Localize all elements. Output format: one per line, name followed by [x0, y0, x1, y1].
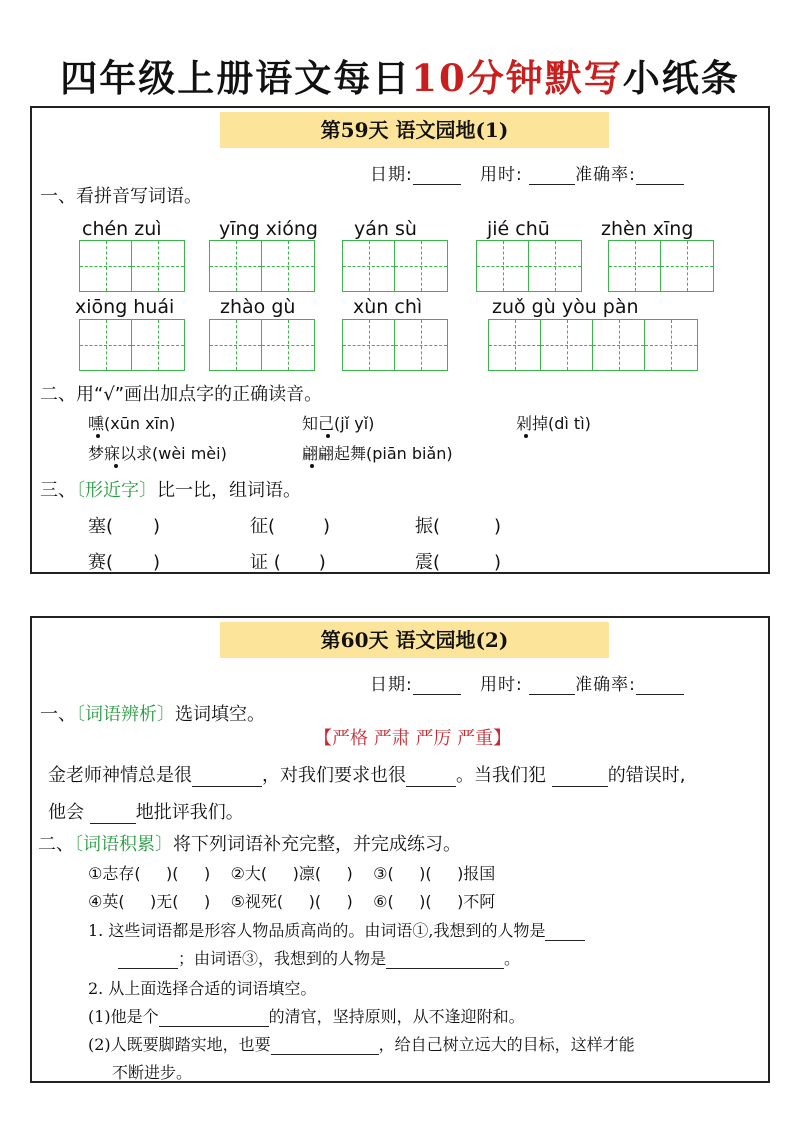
- title-part3: 小纸条: [622, 56, 740, 100]
- card-day59: [30, 106, 770, 574]
- question-2: 二、用“√”画出加点字的正确读音。: [40, 384, 323, 405]
- pinyin-label: xiōng huái: [75, 296, 175, 318]
- blank-field[interactable]: [159, 1008, 269, 1027]
- exercise-2-2-cont: 不断进步。: [112, 1063, 193, 1082]
- char-item[interactable]: 振( ): [415, 516, 502, 537]
- fill-sentence-line2: 他会 地批评我们。: [48, 802, 244, 823]
- accuracy-field[interactable]: [636, 166, 684, 185]
- exercise-1-line1: 1. 这些词语都是形容人物品质高尚的。由词语①,我想到的人物是: [88, 918, 585, 941]
- exercise-2: 2. 从上面选择合适的词语填空。: [88, 979, 317, 998]
- reading-item[interactable]: 剁掉(dì tì): [516, 414, 591, 433]
- reading-item[interactable]: 梦寐以求(wèi mèi): [88, 444, 227, 463]
- date-field[interactable]: [413, 676, 461, 695]
- char-item[interactable]: 震( ): [415, 552, 502, 573]
- day-banner: 第60天 语文园地(2): [220, 622, 609, 658]
- pinyin-label: zhào gù: [220, 296, 296, 318]
- pinyin-label: chén zuì: [82, 218, 162, 240]
- exercise-2-1: (1)他是个 的清官，坚持原则，从不逢迎附和。: [88, 1007, 525, 1026]
- writing-grid[interactable]: [608, 240, 714, 292]
- blank-field[interactable]: [552, 768, 608, 787]
- char-item[interactable]: 塞( ): [88, 516, 161, 537]
- question-2: 二、〔词语积累〕将下列词语补充完整，并完成练习。: [38, 834, 461, 855]
- pinyin-label: jié chū: [487, 218, 550, 240]
- pinyin-label: zhèn xīng: [601, 218, 694, 240]
- day-banner: 第59天 语文园地(1): [220, 112, 609, 148]
- tag-word-accumulation: 〔词语积累〕: [74, 834, 173, 855]
- word-options: 【严格 严肃 严厉 严重】: [314, 728, 512, 749]
- writing-grid[interactable]: [79, 240, 185, 292]
- date-field[interactable]: [413, 166, 461, 185]
- writing-grid[interactable]: [342, 240, 448, 292]
- tag-word-analysis: 〔词语辨析〕: [76, 704, 175, 725]
- card-day60: [30, 616, 770, 1083]
- page-title: [0, 48, 800, 102]
- blank-field[interactable]: [545, 922, 585, 941]
- writing-grid[interactable]: [476, 240, 582, 292]
- question-1: 一、看拼音写词语。: [40, 186, 202, 207]
- time-field[interactable]: [529, 676, 575, 695]
- pinyin-label: yán sù: [354, 218, 417, 240]
- fill-sentence-line1: 金老师神情总是很 ，对我们要求也很 。当我们犯 的错误时,: [48, 765, 686, 786]
- blank-field[interactable]: [90, 805, 136, 824]
- blank-field[interactable]: [406, 768, 456, 787]
- writing-grid[interactable]: [209, 319, 315, 371]
- time-field[interactable]: [529, 166, 575, 185]
- writing-grid[interactable]: [342, 319, 448, 371]
- tag-similar-chars: 〔形近字〕: [76, 480, 157, 501]
- pinyin-label: zuǒ gù yòu pàn: [492, 296, 639, 318]
- writing-grid[interactable]: [488, 319, 698, 371]
- char-item[interactable]: 征( ): [250, 516, 331, 537]
- meta-row: 日期: 用时: 准确率:: [370, 670, 684, 695]
- reading-item[interactable]: 翩翩起舞(piān biǎn): [302, 444, 453, 463]
- exercise-2-2: (2)人既要脚踏实地，也要 ，给自己树立远大的目标，这样才能: [88, 1035, 635, 1054]
- char-item[interactable]: 证 ( ): [250, 552, 326, 573]
- pinyin-label: xùn chì: [353, 296, 423, 318]
- reading-item[interactable]: 知己(jǐ yǐ): [302, 414, 375, 433]
- title-part1: 四年级上册语文每日: [60, 56, 412, 100]
- pinyin-label: yīng xióng: [219, 218, 318, 240]
- meta-row: 日期: 用时: 准确率:: [370, 160, 684, 185]
- title-part2: 10分钟默写: [411, 56, 623, 100]
- question-1: 一、〔词语辨析〕选词填空。: [40, 704, 265, 725]
- blank-field[interactable]: [386, 950, 504, 969]
- exercise-1-line2: ；由词语③，我想到的人物是 。: [118, 946, 520, 969]
- accuracy-field[interactable]: [636, 676, 684, 695]
- question-3: 三、〔形近字〕比一比，组词语。: [40, 480, 301, 501]
- char-item[interactable]: 赛( ): [88, 552, 161, 573]
- blank-field[interactable]: [118, 950, 178, 969]
- fill-row-2[interactable]: ④英( )无( ) ⑤视死( )( ) ⑥( )( )不阿: [88, 892, 496, 911]
- blank-field[interactable]: [192, 768, 262, 787]
- blank-field[interactable]: [271, 1036, 379, 1055]
- writing-grid[interactable]: [79, 319, 185, 371]
- writing-grid[interactable]: [209, 240, 315, 292]
- reading-item[interactable]: 嚑(xūn xīn): [88, 414, 176, 433]
- fill-row-1[interactable]: ①志存( )( ) ②大( )凛( ) ③( )( )报国: [88, 864, 496, 883]
